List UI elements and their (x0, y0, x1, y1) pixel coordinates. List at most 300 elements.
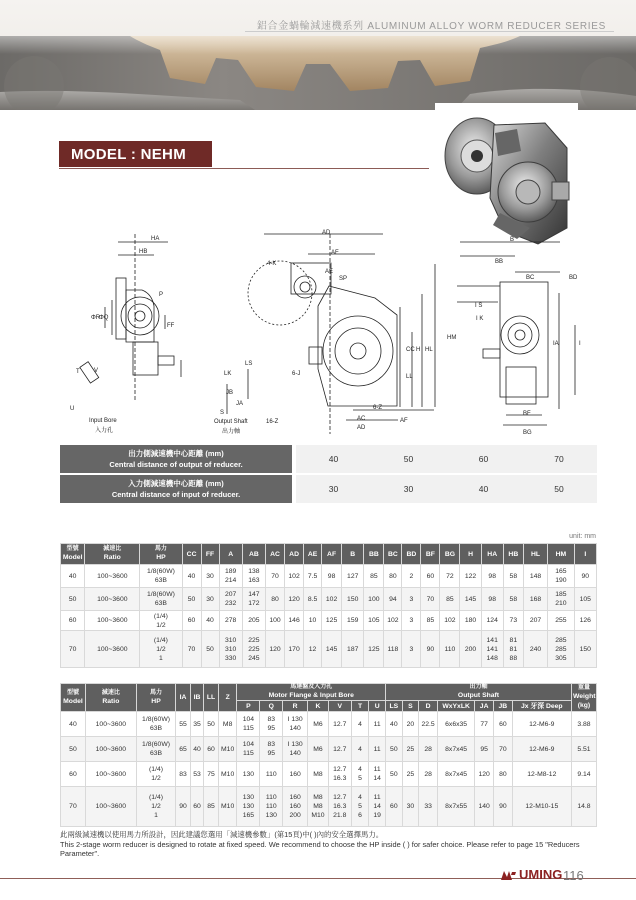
cell-hp: 1/8(60W) 63B (140, 565, 182, 588)
cell-s: 25 (402, 762, 419, 787)
cell-bf: 70 (421, 588, 440, 611)
column-header-ad: AD (285, 544, 304, 565)
column-header-bb: BB (364, 544, 384, 565)
input-bore-label: Input Bore (89, 418, 117, 424)
dim-hl: HL (425, 347, 433, 353)
column-header-jx: Jx 牙深 Deep (512, 701, 571, 712)
cell-hl: 207 (523, 611, 547, 631)
cell-bg: 110 (440, 631, 460, 668)
column-header-hp: 馬力 HP (136, 684, 175, 712)
cell-ratio: 100~3600 (85, 762, 136, 787)
cell-weight: 9.14 (571, 762, 596, 787)
column-header-d: D (419, 701, 438, 712)
dim-sp: SP (339, 276, 348, 282)
cell-bg: 85 (440, 588, 460, 611)
cell-hm: 285 285 305 (548, 631, 574, 668)
column-header-i: I (574, 544, 596, 565)
table-row (61, 565, 597, 588)
dim-bb: BB (495, 259, 504, 265)
cell-h: 200 (460, 631, 481, 668)
dim-ll: LL (406, 374, 413, 380)
brand-name: UMING (519, 867, 563, 882)
dim-hm: HM (447, 335, 457, 341)
table-row (61, 787, 597, 827)
cell-af: 98 (322, 565, 342, 588)
column-header-ae: AE (304, 544, 322, 565)
table-row (61, 611, 597, 631)
cell-ff: 30 (201, 565, 219, 588)
column-header-jb: JB (494, 701, 513, 712)
cell-q: 110 (260, 762, 283, 787)
cell-b: 150 (342, 588, 364, 611)
cell-jx: 12-M8-12 (512, 762, 571, 787)
column-header-bg: BG (440, 544, 460, 565)
cell-jb: 70 (494, 737, 513, 762)
dim-v: V (94, 368, 99, 374)
dim-bf: BF (523, 411, 531, 417)
cell-model: 60 (61, 611, 85, 631)
flange-shaft-table-body (61, 712, 597, 827)
cell-i: 126 (574, 611, 596, 631)
cell-ff: 50 (201, 631, 219, 668)
cell-ha: 98 (481, 588, 503, 611)
dim-b: B (510, 237, 515, 243)
cell-ia: 55 (176, 712, 191, 737)
unit-label: unit: mm (569, 533, 596, 540)
column-header-ll: LL (204, 684, 219, 712)
cell-wxylk: 8x7x55 (437, 787, 474, 827)
center-cell: 50 (521, 475, 597, 505)
cell-hb: 58 (503, 565, 523, 588)
column-header-q: Q (260, 701, 283, 712)
flange-shaft-table (60, 683, 597, 827)
cell-ll: 50 (204, 712, 219, 737)
usage-note-en: This 2-stage worm reducer is designed to rotate at fixed speed. We recommend to choose the HP inside ( ) for safer choice. Please refer to page 15 "Reducers Parameter". (60, 839, 580, 858)
cell-i: 90 (574, 565, 596, 588)
table-row (60, 475, 597, 505)
cell-jb: 60 (494, 712, 513, 737)
cell-hb: 58 (503, 588, 523, 611)
column-header-ac: AC (266, 544, 285, 565)
series-rule (245, 31, 614, 32)
cell-ja: 77 (475, 712, 494, 737)
cell-bc: 94 (384, 588, 402, 611)
cell-bf: 90 (421, 631, 440, 668)
cell-jb: 80 (494, 762, 513, 787)
cell-ac: 120 (266, 631, 285, 668)
table-row (61, 631, 597, 668)
cell-h: 145 (460, 588, 481, 611)
cell-hp: 1/8(60W) 63B (136, 737, 175, 762)
cell-q: 83 95 (260, 712, 283, 737)
output-shaft-label: Output Shaft (214, 419, 248, 425)
dim-ia: IA (553, 341, 559, 347)
center-cell: 30 (371, 475, 446, 505)
cell-v: 12.7 (328, 737, 351, 762)
column-header-af: AF (322, 544, 342, 565)
table-row (61, 712, 597, 737)
center-cell: 50 (371, 445, 446, 475)
dim-ad: AD (322, 230, 331, 236)
cell-ratio: 100~3600 (85, 565, 140, 588)
cell-wxylk: 8x7x45 (437, 762, 474, 787)
cell-k: M6 (308, 712, 329, 737)
column-header-t: T (351, 701, 369, 712)
cell-ha: 98 (481, 565, 503, 588)
cell-bc: 80 (384, 565, 402, 588)
cell-r: I 130 140 (283, 737, 308, 762)
column-header-a: A (219, 544, 242, 565)
cell-b: 159 (342, 611, 364, 631)
cell-ib: 35 (190, 712, 203, 737)
banner-highlight (0, 36, 636, 54)
cell-t: 4 (351, 737, 369, 762)
cell-b: 127 (342, 565, 364, 588)
cell-ib: 40 (190, 737, 203, 762)
cell-bb: 85 (364, 565, 384, 588)
cell-hp: 1/8(60W) 63B (136, 712, 175, 737)
center-row-label: 入力側減速機中心距離 (mm) Central distance of input of reducer. (60, 475, 296, 505)
dim-lk: LK (224, 371, 232, 377)
cell-hp: 1/8(60W) 63B (140, 588, 182, 611)
cell-i: 150 (574, 631, 596, 668)
cell-q: 110 110 130 (260, 787, 283, 827)
cell-hl: 240 (523, 631, 547, 668)
cell-model: 60 (61, 762, 86, 787)
dim-bd: BD (569, 275, 578, 281)
cell-hp: (1/4) 1/2 1 (140, 631, 182, 668)
cell-wxylk: 6x6x35 (437, 712, 474, 737)
cell-bd: 3 (402, 611, 421, 631)
column-header-hp: 馬力 HP (140, 544, 182, 565)
cell-ab: 205 (242, 611, 265, 631)
cell-ratio: 100~3600 (85, 588, 140, 611)
column-header-b: B (342, 544, 364, 565)
cell-ls: 40 (386, 712, 403, 737)
cell-ll: 85 (204, 787, 219, 827)
column-header-bf: BF (421, 544, 440, 565)
cell-ratio: 100~3600 (85, 712, 136, 737)
dim-hb: HB (139, 249, 148, 255)
cell-weight: 14.8 (571, 787, 596, 827)
dim-ha: HA (151, 236, 160, 242)
cell-q: 83 95 (260, 737, 283, 762)
cell-ab: 147 172 (242, 588, 265, 611)
dim-af-lower: AF (400, 418, 408, 424)
cell-af: 145 (322, 631, 342, 668)
cell-bd: 3 (402, 588, 421, 611)
cell-bb: 105 (364, 611, 384, 631)
cell-jx: 12-M6-9 (512, 712, 571, 737)
cell-k: M8 (308, 762, 329, 787)
cell-hl: 168 (523, 588, 547, 611)
cell-p: 104 115 (237, 737, 260, 762)
cell-v: 12.7 16.3 (328, 762, 351, 787)
center-cell: 40 (446, 475, 521, 505)
side-drawing (457, 237, 581, 436)
cell-h: 122 (460, 565, 481, 588)
column-header-ab: AB (242, 544, 265, 565)
dim-af: AF (331, 250, 339, 256)
technical-drawings (60, 224, 595, 440)
cell-hp: (1/4) 1/2 (140, 611, 182, 631)
cell-ll: 75 (204, 762, 219, 787)
dim-t: T (76, 369, 80, 375)
model-underline (59, 168, 429, 169)
cell-bc: 118 (384, 631, 402, 668)
cell-model: 40 (61, 565, 85, 588)
cell-p: 130 130 165 (237, 787, 260, 827)
dim-cc: CC (406, 347, 415, 353)
cell-model: 70 (61, 631, 85, 668)
cell-u: 11 (369, 737, 386, 762)
cell-jx: 12-M10-15 (512, 787, 571, 827)
cell-ha: 141 141 148 (481, 631, 503, 668)
cell-ib: 60 (190, 787, 203, 827)
dim-phir: ΦR (91, 315, 101, 321)
column-header-model: 型號 Model (61, 544, 85, 565)
cell-r: I 130 140 (283, 712, 308, 737)
output-shaft-header: 出力軸 Output Shaft (386, 684, 572, 701)
cell-bg: 102 (440, 611, 460, 631)
cell-model: 70 (61, 787, 86, 827)
cell-a: 189 214 (219, 565, 242, 588)
column-header-bd: BD (402, 544, 421, 565)
page-header (0, 0, 636, 110)
column-header-hb: HB (503, 544, 523, 565)
cell-hb: 81 81 88 (503, 631, 523, 668)
dimension-table-body (61, 565, 597, 668)
dim-6z: 6-Z (373, 405, 382, 411)
cell-d: 28 (419, 737, 438, 762)
page-number: 116 (563, 868, 584, 883)
cell-model: 50 (61, 737, 86, 762)
cell-cc: 70 (182, 631, 201, 668)
cell-wxylk: 8x7x45 (437, 737, 474, 762)
center-cell: 70 (521, 445, 597, 475)
cell-ratio: 100~3600 (85, 787, 136, 827)
cell-hp: (1/4) 1/2 1 (136, 787, 175, 827)
cell-i: 105 (574, 588, 596, 611)
dim-4k: 4-K (267, 261, 277, 267)
column-header-ha: HA (481, 544, 503, 565)
cell-t: 4 5 (351, 762, 369, 787)
column-header-u: U (369, 701, 386, 712)
column-header-r: R (283, 701, 308, 712)
cell-r: 160 (283, 762, 308, 787)
cell-ja: 140 (475, 787, 494, 827)
cell-model: 50 (61, 588, 85, 611)
cell-hp: (1/4) 1/2 (136, 762, 175, 787)
cell-hb: 73 (503, 611, 523, 631)
cell-ja: 120 (475, 762, 494, 787)
column-header-ia: IA (176, 684, 191, 712)
front-drawing (214, 230, 456, 435)
cell-a: 207 232 (219, 588, 242, 611)
column-header-hm: HM (548, 544, 574, 565)
cell-ad: 170 (285, 631, 304, 668)
cell-cc: 50 (182, 588, 201, 611)
model-title: MODEL : NEHM (59, 141, 212, 167)
column-header-ratio: 減速比 Ratio (85, 684, 136, 712)
cell-v: 12.7 16.3 21.8 (328, 787, 351, 827)
cell-ad: 146 (285, 611, 304, 631)
dim-ac: AC (357, 416, 366, 422)
dim-ik: I K (476, 316, 484, 322)
cell-hm: 165 190 (548, 565, 574, 588)
cell-ac: 100 (266, 611, 285, 631)
cell-bb: 100 (364, 588, 384, 611)
center-cell: 30 (296, 475, 371, 505)
usage-note (60, 830, 605, 859)
cell-ad: 120 (285, 588, 304, 611)
cell-bg: 72 (440, 565, 460, 588)
dim-bc: BC (526, 275, 535, 281)
cell-ratio: 100~3600 (85, 631, 140, 668)
cell-z: M10 (218, 762, 237, 787)
cell-h: 180 (460, 611, 481, 631)
dim-is: I S (475, 303, 483, 309)
cell-ac: 70 (266, 565, 285, 588)
cell-p: 130 (237, 762, 260, 787)
center-cell: 40 (296, 445, 371, 475)
cell-jb: 90 (494, 787, 513, 827)
cell-ac: 80 (266, 588, 285, 611)
column-header-hl: HL (523, 544, 547, 565)
cell-ab: 138 163 (242, 565, 265, 588)
cell-ff: 40 (201, 611, 219, 631)
column-header-v: V (328, 701, 351, 712)
cell-af: 125 (322, 611, 342, 631)
dim-ad-lower: AD (357, 425, 366, 431)
cell-model: 40 (61, 712, 86, 737)
cell-k: M8 M8 M10 (308, 787, 329, 827)
cell-u: 11 14 (369, 762, 386, 787)
column-header-cc: CC (182, 544, 201, 565)
motor-flange-header: 馬達盤及入力孔 Motor Flange & Input Bore (237, 684, 386, 701)
cell-z: M8 (218, 712, 237, 737)
cell-s: 25 (402, 737, 419, 762)
cell-weight: 3.88 (571, 712, 596, 737)
cell-u: 11 14 19 (369, 787, 386, 827)
column-header-s: S (402, 701, 419, 712)
column-header-ib: IB (190, 684, 203, 712)
dim-s: S (220, 410, 225, 416)
cell-jx: 12-M6-9 (512, 737, 571, 762)
cell-t: 4 (351, 712, 369, 737)
dim-ls: LS (245, 361, 253, 367)
column-header-ratio: 減速比 Ratio (85, 544, 140, 565)
center-cell: 60 (446, 445, 521, 475)
table-header-row (61, 544, 597, 565)
center-row-label: 出力側減速機中心距離 (mm) Central distance of output of reducer. (60, 445, 296, 475)
cell-s: 30 (402, 787, 419, 827)
dim-phiq: ΦQ (99, 315, 109, 321)
dim-16z: 16-Z (266, 419, 279, 425)
cell-bf: 60 (421, 565, 440, 588)
cell-ae: 8.5 (304, 588, 322, 611)
weight-header: 重量 Weight (kg) (571, 684, 596, 712)
dim-bg: BG (523, 430, 532, 436)
cell-ratio: 100~3600 (85, 737, 136, 762)
cell-d: 22.5 (419, 712, 438, 737)
dim-p: P (159, 292, 164, 298)
table-row (61, 737, 597, 762)
table-row (61, 762, 597, 787)
column-header-h: H (460, 544, 481, 565)
cell-cc: 40 (182, 565, 201, 588)
column-header-p: P (237, 701, 260, 712)
cell-af: 102 (322, 588, 342, 611)
cell-v: 12.7 (328, 712, 351, 737)
dim-ae: AE (325, 269, 334, 275)
center-distance-table (60, 445, 597, 505)
cell-t: 4 5 6 (351, 787, 369, 827)
cell-ratio: 100~3600 (85, 611, 140, 631)
cell-ll: 60 (204, 737, 219, 762)
dim-h: H (416, 347, 421, 353)
column-header-k: K (308, 701, 329, 712)
cell-bc: 102 (384, 611, 402, 631)
output-shaft-cn-label: 出力軸 (222, 429, 241, 435)
cell-bd: 2 (402, 565, 421, 588)
cell-z: M10 (218, 787, 237, 827)
cell-hl: 148 (523, 565, 547, 588)
dim-6j: 6-J (292, 371, 301, 377)
cell-ia: 65 (176, 737, 191, 762)
cell-bb: 125 (364, 631, 384, 668)
column-header-ls: LS (386, 701, 403, 712)
cell-p: 104 115 (237, 712, 260, 737)
table-row (61, 588, 597, 611)
cell-ha: 124 (481, 611, 503, 631)
cell-hm: 255 (548, 611, 574, 631)
usage-note-cn: 此兩級減速機以使用馬力所設計，因此建議您選用「減速機參數」(第15頁)中( )內的安全選擇馬力。 (60, 830, 384, 839)
cell-ls: 60 (386, 787, 403, 827)
cell-ae: 7.5 (304, 565, 322, 588)
cell-bf: 85 (421, 611, 440, 631)
input-bore-cn-label: 入力孔 (95, 428, 114, 434)
cell-b: 187 (342, 631, 364, 668)
cell-k: M6 (308, 737, 329, 762)
dim-ja: JA (236, 401, 244, 407)
dimension-table (60, 543, 597, 668)
table-group-header-row (61, 684, 597, 701)
brand-logo (500, 867, 562, 882)
cell-d: 33 (419, 787, 438, 827)
dim-jb: JB (226, 390, 234, 396)
column-header-bc: BC (384, 544, 402, 565)
cell-ad: 102 (285, 565, 304, 588)
cell-s: 20 (402, 712, 419, 737)
uming-logo-icon (500, 869, 517, 882)
cell-a: 278 (219, 611, 242, 631)
cell-weight: 5.51 (571, 737, 596, 762)
column-header-ja: JA (475, 701, 494, 712)
column-header-wxylk: WxYxLK (437, 701, 474, 712)
cell-hm: 185 210 (548, 588, 574, 611)
cell-ib: 53 (190, 762, 203, 787)
cell-ia: 90 (176, 787, 191, 827)
cell-ae: 10 (304, 611, 322, 631)
cell-ab: 225 225 245 (242, 631, 265, 668)
dim-i: I (579, 341, 581, 347)
cell-d: 28 (419, 762, 438, 787)
cell-ae: 12 (304, 631, 322, 668)
cell-r: 160 160 200 (283, 787, 308, 827)
dim-ff: FF (167, 323, 175, 329)
column-header-ff: FF (201, 544, 219, 565)
